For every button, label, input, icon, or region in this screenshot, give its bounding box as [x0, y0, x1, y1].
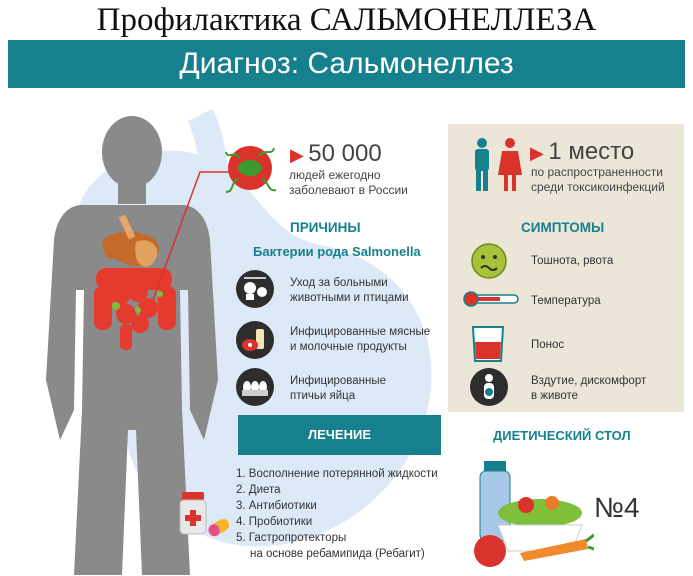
- page-title: Профилактика САЛЬМОНЕЛЛЕЗА: [96, 2, 597, 38]
- cause-item-3: [290, 374, 386, 404]
- causes-heading: ПРИЧИНЫ: [290, 220, 361, 235]
- stat-rank-line1: по распространенности: [531, 165, 663, 179]
- treatment-item: 4. Пробиотики: [236, 516, 313, 528]
- symptoms-heading: СИМПТОМЫ: [521, 220, 605, 235]
- stat-cases: [290, 140, 382, 168]
- treatment-list: [236, 466, 438, 562]
- treatment-item: 5. Гастропротекторы: [236, 532, 347, 544]
- stat-rank-caption: [531, 165, 665, 195]
- treatment-heading-bar: [238, 415, 441, 455]
- banner-title: Диагноз: Сальмонеллез: [179, 47, 514, 80]
- treatment-item: 1. Восполнение потерянной жидкости: [236, 468, 438, 480]
- animals-icon: [236, 270, 274, 308]
- cause-item-2: [290, 325, 430, 355]
- cause-item-1-line2: животными и птицами: [290, 292, 409, 304]
- cause-item-1-line1: Уход за больными: [290, 277, 388, 289]
- medicine-icon: [176, 488, 232, 546]
- stat-rank-line2: среди токсикоинфекций: [531, 180, 665, 194]
- eggs-icon: [236, 368, 274, 406]
- stat-cases-line1: людей ежегодно: [289, 168, 381, 182]
- symptom-item-3: Понос: [531, 339, 565, 351]
- symptom-item-2: Температура: [531, 295, 601, 307]
- symptom-item-4-line2: в животе: [531, 390, 579, 402]
- bacteria-icon: [222, 140, 278, 196]
- diet-heading: ДИЕТИЧЕСКИЙ СТОЛ: [493, 428, 631, 443]
- diagnosis-banner: [8, 40, 685, 88]
- symptom-item-4-line1: Вздутие, дискомфорт: [531, 375, 647, 387]
- cause-item-2-line1: Инфицированные мясные: [290, 326, 431, 338]
- cause-item-3-line2: птичьи яйца: [290, 390, 356, 402]
- treatment-heading: ЛЕЧЕНИЕ: [307, 427, 371, 442]
- treatment-item: 3. Антибиотики: [236, 500, 317, 512]
- thermometer-icon: [462, 290, 520, 308]
- diet-food-illustration: [468, 455, 594, 570]
- cause-item-3-line1: Инфицированные: [290, 375, 387, 387]
- nausea-face-icon: [470, 242, 508, 280]
- treatment-item: на основе ребамипида (Ребагит): [250, 548, 425, 560]
- treatment-item: 2. Диета: [236, 484, 281, 496]
- triangle-marker-icon: ▶: [530, 143, 544, 163]
- meat-dairy-icon: [236, 321, 274, 359]
- cause-item-1: [290, 276, 409, 306]
- causes-subheading: Бактерии рода Salmonella: [253, 244, 421, 259]
- man-woman-icon: [468, 137, 526, 195]
- bloating-icon: [470, 368, 508, 406]
- cause-item-2-line2: и молочные продукты: [290, 341, 407, 353]
- symptom-item-4: [531, 374, 646, 404]
- stat-cases-caption: [289, 168, 408, 198]
- stat-rank: [530, 138, 634, 166]
- diet-number: №4: [594, 492, 640, 523]
- liquid-cup-icon: [470, 324, 506, 364]
- stat-cases-line2: заболевают в России: [289, 183, 408, 197]
- triangle-marker-icon: ▶: [290, 145, 304, 165]
- stat-rank-number: 1 место: [548, 138, 635, 165]
- stat-cases-number: 50 000: [308, 140, 382, 167]
- symptom-item-1: Тошнота, рвота: [531, 255, 614, 267]
